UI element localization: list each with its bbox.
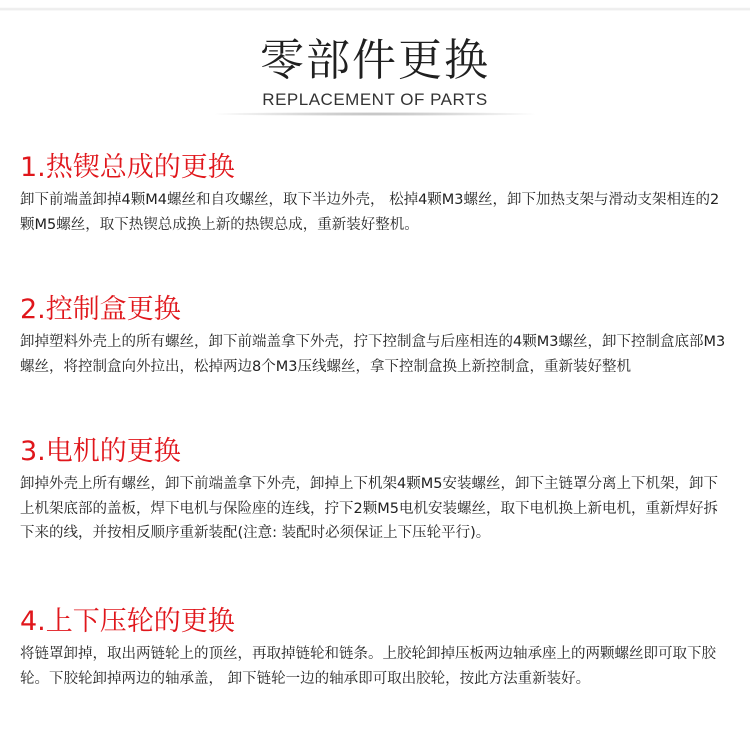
section-body: 将链罩卸掉，取出两链轮上的顶丝，再取掉链轮和链条。上胶轮卸掉压板两边轴承座上的两颗螺丝即可取下胶轮。下胶轮卸掉两边的轴承盖， 卸下链轮一边的轴承即可取出胶轮，按此方法重新装好。 [20, 646, 716, 687]
section-title: 4.上下压轮的更换 [20, 606, 235, 637]
section-title: 1.热锲总成的更换 [20, 152, 235, 183]
section-body: 卸掉塑料外壳上的所有螺丝，卸下前端盖拿下外壳，拧下控制盒与后座相连的4颗M3螺丝，卸下控制盒底部M3螺丝，将控制盒向外拉出，松掉两边8个M3压线螺丝，拿下控制盒换上新控制盒，重新装好整机 [20, 334, 726, 375]
title-underline [215, 112, 535, 120]
section-control-box [20, 294, 732, 379]
section-title: 2.控制盒更换 [20, 294, 181, 325]
top-divider-bar [0, 0, 750, 18]
page-title: 零部件更换 [260, 35, 490, 86]
section-heat-wedge [20, 152, 732, 237]
section-motor [20, 436, 732, 546]
section-body: 卸下前端盖卸掉4颗M4螺丝和自攻螺丝，取下半边外壳， 松掉4颗M3螺丝，卸下加热支架与滑动支架相连的2颗M5螺丝，取下热锲总成换上新的热锲总成，重新装好整机。 [20, 192, 720, 233]
section-body: 卸掉外壳上所有螺丝，卸下前端盖拿下外壳，卸掉上下机架4颗M5安装螺丝，卸下主链罩分离上下机架，卸下上机架底部的盖板，焊下电机与保险座的连线，拧下2颗M5电机安装螺丝，取下电机换上新电机，重新焊好拆下来的线，并按相反顺序重新装配(注意: 装配时必须保证上下压轮平行)。 [20, 476, 718, 541]
page-subtitle: REPLACEMENT OF PARTS [262, 90, 488, 109]
page-header [0, 34, 750, 110]
section-press-wheels [20, 606, 732, 691]
section-title: 3.电机的更换 [20, 436, 181, 467]
